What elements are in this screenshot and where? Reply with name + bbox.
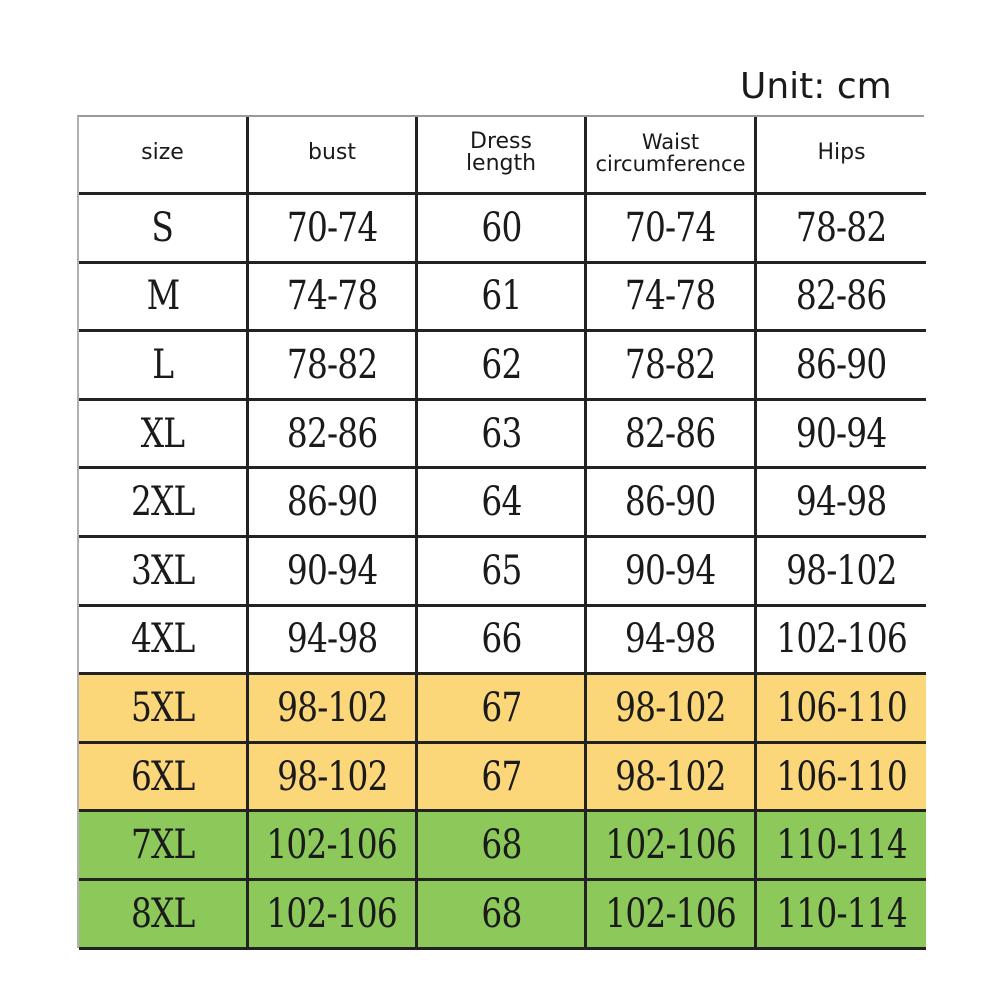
header-text: size xyxy=(141,139,184,165)
table-cell-waist-circumference xyxy=(587,881,757,950)
cell-value: 94-98 xyxy=(625,616,716,663)
cell-value: 90-94 xyxy=(286,547,378,594)
cell-value: 60 xyxy=(480,204,522,251)
table-cell-hips xyxy=(757,332,926,401)
header-hips xyxy=(757,117,926,195)
table-cell-size xyxy=(79,332,249,401)
table-cell-waist-circumference xyxy=(587,264,757,333)
table-cell-bust xyxy=(249,195,418,264)
cell-value: 78-82 xyxy=(625,341,716,388)
table-cell-bust xyxy=(249,401,418,470)
cell-value: 4XL xyxy=(130,616,195,663)
table-cell-dress-length xyxy=(418,812,587,881)
table-cell-size xyxy=(79,469,249,538)
table-cell-dress-length xyxy=(418,675,587,744)
header-text: circumference xyxy=(595,151,746,176)
table-cell-bust xyxy=(249,744,418,813)
table-cell-size xyxy=(79,812,249,881)
cell-value: XL xyxy=(140,410,185,457)
cell-value: M xyxy=(146,273,179,320)
header-text: Hips xyxy=(817,139,866,165)
cell-value: 106-110 xyxy=(776,684,907,731)
header-waist-circumference xyxy=(587,117,757,195)
cell-value: 64 xyxy=(480,479,522,526)
size-chart-table xyxy=(77,115,924,948)
header-text: Waist xyxy=(641,129,700,154)
cell-value: 102-106 xyxy=(605,890,736,937)
cell-value: 67 xyxy=(480,753,522,800)
table-cell-waist-circumference xyxy=(587,332,757,401)
table-cell-dress-length xyxy=(418,401,587,470)
table-cell-waist-circumference xyxy=(587,401,757,470)
cell-value: 106-110 xyxy=(776,753,907,800)
table-cell-hips xyxy=(757,744,926,813)
header-text: length xyxy=(465,150,537,176)
header-dress-length xyxy=(418,117,587,195)
cell-value: 61 xyxy=(480,273,522,320)
cell-value: 63 xyxy=(480,410,522,457)
cell-value: 110-114 xyxy=(776,822,907,869)
table-cell-dress-length xyxy=(418,538,587,607)
cell-value: 67 xyxy=(480,684,522,731)
table-cell-waist-circumference xyxy=(587,469,757,538)
table-cell-waist-circumference xyxy=(587,195,757,264)
table-cell-bust xyxy=(249,332,418,401)
cell-value: 74-78 xyxy=(625,273,716,320)
cell-value: 90-94 xyxy=(796,410,887,457)
table-cell-waist-circumference xyxy=(587,538,757,607)
table-cell-size xyxy=(79,264,249,333)
cell-value: 102-106 xyxy=(266,822,398,869)
header-size xyxy=(79,117,249,195)
cell-value: 102-106 xyxy=(605,822,736,869)
cell-value: 8XL xyxy=(130,890,195,937)
cell-value: 98-102 xyxy=(615,753,726,800)
cell-value: 2XL xyxy=(130,479,195,526)
cell-value: 5XL xyxy=(130,684,195,731)
cell-value: 62 xyxy=(480,341,522,388)
table-cell-hips xyxy=(757,264,926,333)
cell-value: 68 xyxy=(480,890,522,937)
table-cell-bust xyxy=(249,264,418,333)
cell-value: 102-106 xyxy=(776,616,907,663)
table-cell-dress-length xyxy=(418,195,587,264)
table-cell-hips xyxy=(757,881,926,950)
cell-value: 98-102 xyxy=(786,547,897,594)
cell-value: 98-102 xyxy=(276,684,388,731)
table-cell-dress-length xyxy=(418,469,587,538)
table-cell-hips xyxy=(757,812,926,881)
table-cell-size xyxy=(79,401,249,470)
cell-value: 7XL xyxy=(130,822,195,869)
cell-value: 3XL xyxy=(130,547,195,594)
cell-value: 82-86 xyxy=(796,273,887,320)
cell-value: 94-98 xyxy=(286,616,378,663)
cell-value: 70-74 xyxy=(625,204,716,251)
header-text: Dress xyxy=(470,128,532,154)
table-cell-bust xyxy=(249,812,418,881)
header-bust xyxy=(249,117,418,195)
header-text: bust xyxy=(308,139,356,165)
cell-value: 70-74 xyxy=(286,204,378,251)
table-cell-dress-length xyxy=(418,607,587,676)
unit-label: Unit: cm xyxy=(740,66,892,107)
table-cell-size xyxy=(79,675,249,744)
cell-value: 90-94 xyxy=(625,547,716,594)
table-cell-bust xyxy=(249,469,418,538)
table-cell-hips xyxy=(757,538,926,607)
cell-value: 82-86 xyxy=(625,410,716,457)
table-cell-hips xyxy=(757,195,926,264)
cell-value: 78-82 xyxy=(796,204,887,251)
cell-value: 102-106 xyxy=(266,890,398,937)
cell-value: 66 xyxy=(480,616,522,663)
table-cell-size xyxy=(79,881,249,950)
table-cell-hips xyxy=(757,401,926,470)
table-cell-size xyxy=(79,538,249,607)
cell-value: 86-90 xyxy=(796,341,887,388)
cell-value: L xyxy=(152,341,173,388)
table-cell-dress-length xyxy=(418,881,587,950)
cell-value: 68 xyxy=(480,822,522,869)
cell-value: 110-114 xyxy=(776,890,907,937)
cell-value: 86-90 xyxy=(625,479,716,526)
cell-value: 6XL xyxy=(130,753,195,800)
table-cell-hips xyxy=(757,469,926,538)
table-cell-bust xyxy=(249,675,418,744)
table-cell-bust xyxy=(249,607,418,676)
table-cell-size xyxy=(79,195,249,264)
table-cell-dress-length xyxy=(418,332,587,401)
cell-value: S xyxy=(151,204,174,251)
table-cell-bust xyxy=(249,881,418,950)
cell-value: 74-78 xyxy=(286,273,378,320)
cell-value: 82-86 xyxy=(286,410,378,457)
table-cell-waist-circumference xyxy=(587,675,757,744)
table-cell-dress-length xyxy=(418,744,587,813)
table-cell-hips xyxy=(757,675,926,744)
table-cell-hips xyxy=(757,607,926,676)
table-cell-size xyxy=(79,744,249,813)
table-cell-size xyxy=(79,607,249,676)
cell-value: 78-82 xyxy=(286,341,378,388)
table-cell-waist-circumference xyxy=(587,812,757,881)
table-cell-waist-circumference xyxy=(587,744,757,813)
table-cell-dress-length xyxy=(418,264,587,333)
cell-value: 86-90 xyxy=(286,479,378,526)
table-cell-waist-circumference xyxy=(587,607,757,676)
cell-value: 98-102 xyxy=(615,684,726,731)
cell-value: 98-102 xyxy=(276,753,388,800)
cell-value: 94-98 xyxy=(796,479,887,526)
table-cell-bust xyxy=(249,538,418,607)
cell-value: 65 xyxy=(480,547,522,594)
